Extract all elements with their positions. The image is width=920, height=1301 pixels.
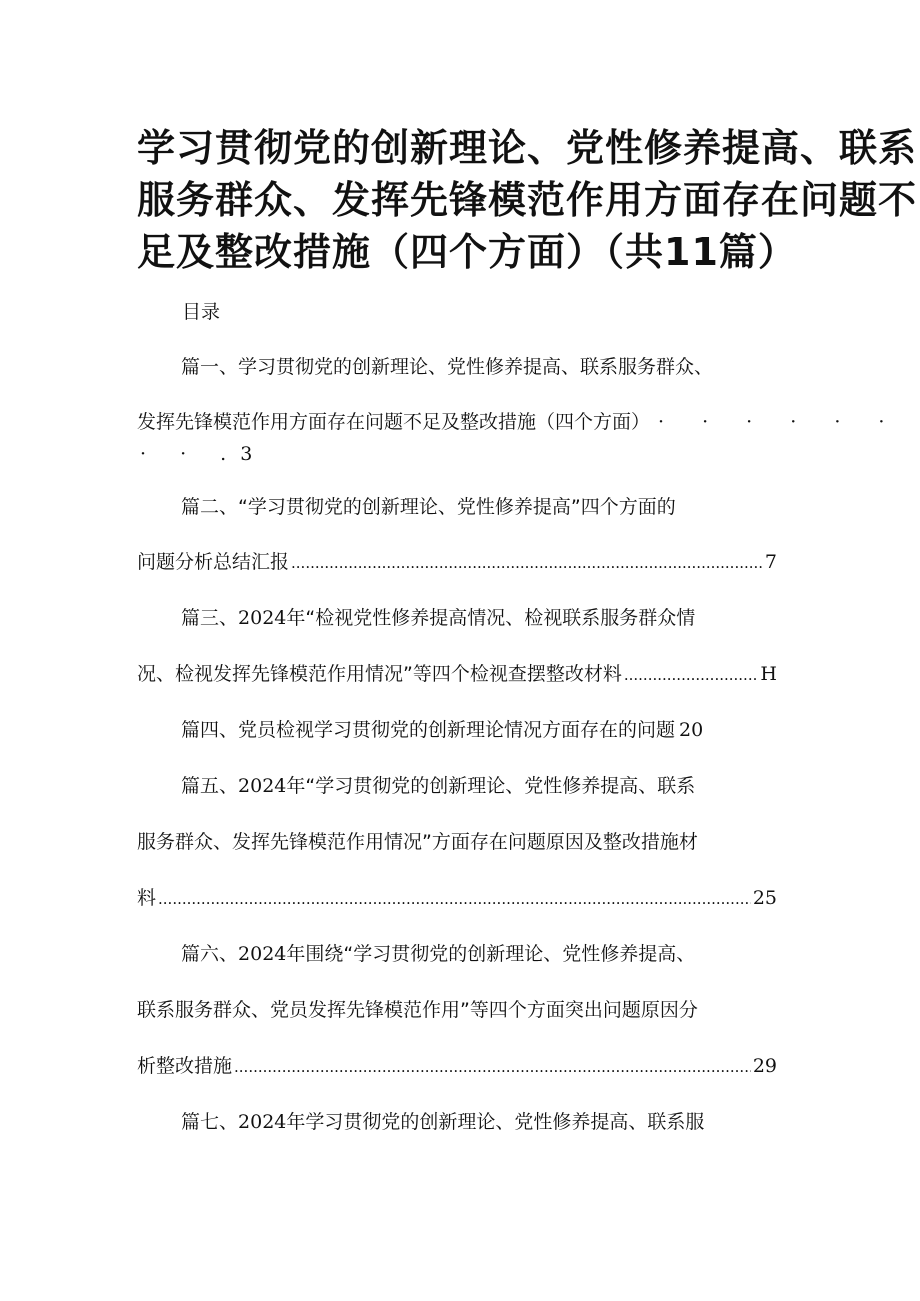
toc-entry-text: 年围绕“学习贯彻党的创新理论、党性修养提高、	[286, 943, 696, 965]
toc-entry-year: 2024	[238, 607, 287, 629]
toc-entry-year: 2024	[238, 775, 287, 797]
toc-leader-dots: · · · · · ·	[658, 411, 901, 433]
toc-entry-4-line-1[interactable]	[181, 716, 777, 744]
toc-entry-2-line-1[interactable]	[181, 493, 777, 521]
toc-leader-dots	[158, 885, 751, 913]
title-line-3: 足及整改措施（四个方面）（共11篇）	[137, 230, 797, 274]
toc-heading: 目录	[182, 301, 221, 323]
toc-entry-text: 问题分析总结汇报	[137, 551, 290, 573]
toc-leader-dots	[624, 661, 759, 689]
title-line-2: 服务群众、发挥先锋模范作用方面存在问题不	[137, 178, 918, 222]
toc-entry-text: 年“学习贯彻党的创新理论、党性修养提高、联系	[286, 775, 696, 797]
toc-entry-prefix: 篇六、	[181, 943, 239, 965]
toc-entry-6-line-2[interactable]	[137, 996, 777, 1024]
toc-page-number: 25	[752, 887, 777, 909]
toc-entry-1-line-3[interactable]	[137, 440, 777, 468]
toc-entry-6-line-1[interactable]	[181, 940, 777, 968]
toc-entry-1-line-2[interactable]	[137, 408, 901, 436]
toc-entry-text: 发挥先锋模范作用方面存在问题不足及整改措施（四个方面）	[137, 411, 651, 433]
toc-entry-5-line-3[interactable]	[137, 884, 777, 913]
toc-entry-text: 篇四、党员检视学习贯彻党的创新理论情况方面存在的问题	[181, 719, 676, 741]
toc-leader-dots	[291, 549, 763, 577]
toc-entry-text: 料	[137, 887, 157, 909]
toc-entry-3-line-2[interactable]	[137, 660, 777, 689]
toc-entry-year: 2024	[238, 1111, 287, 1133]
toc-entry-text: 篇二、“学习贯彻党的创新理论、党性修养提高”四个方面的	[181, 496, 676, 518]
document-title	[137, 122, 918, 278]
toc-entry-prefix: 篇三、	[181, 607, 239, 629]
toc-entry-text: 年学习贯彻党的创新理论、党性修养提高、联系服	[286, 1111, 705, 1133]
toc-page-number: H	[760, 663, 777, 685]
title-line-1: 学习贯彻党的创新理论、党性修养提高、联系	[137, 126, 918, 170]
toc-entry-3-line-1[interactable]	[181, 604, 777, 632]
toc-entry-1-line-1[interactable]	[181, 353, 777, 381]
toc-entry-year: 2024	[238, 943, 287, 965]
toc-entry-prefix: 篇五、	[181, 775, 239, 797]
toc-entry-text: 年“检视党性修养提高情况、检视联系服务群众情	[286, 607, 696, 629]
toc-entry-5-line-1[interactable]	[181, 772, 777, 800]
toc-entry-7-line-1[interactable]	[181, 1108, 777, 1136]
toc-page-number: 3	[240, 443, 253, 465]
toc-entry-text: 联系服务群众、党员发挥先锋模范作用”等四个方面突出问题原因分	[137, 999, 698, 1021]
toc-page-number: 20	[679, 719, 704, 741]
toc-entry-5-line-2[interactable]	[137, 828, 777, 856]
toc-leader-dots	[234, 1053, 751, 1081]
toc-entry-text: 篇一、学习贯彻党的创新理论、党性修养提高、联系服务群众、	[181, 356, 714, 378]
toc-entry-text: 析整改措施	[137, 1055, 233, 1077]
toc-leader-dots: · · .	[140, 443, 241, 465]
toc-entry-text: 服务群众、发挥先锋模范作用情况”方面存在问题原因及整改措施材	[137, 831, 698, 853]
toc-entry-prefix: 篇七、	[181, 1111, 239, 1133]
toc-entry-2-line-2[interactable]	[137, 548, 777, 577]
toc-entry-text: 况、检视发挥先锋模范作用情况”等四个检视查摆整改材料	[137, 663, 622, 685]
toc-page-number: 7	[764, 551, 777, 573]
toc-page-number: 29	[752, 1055, 777, 1077]
toc-entry-6-line-3[interactable]	[137, 1052, 777, 1081]
